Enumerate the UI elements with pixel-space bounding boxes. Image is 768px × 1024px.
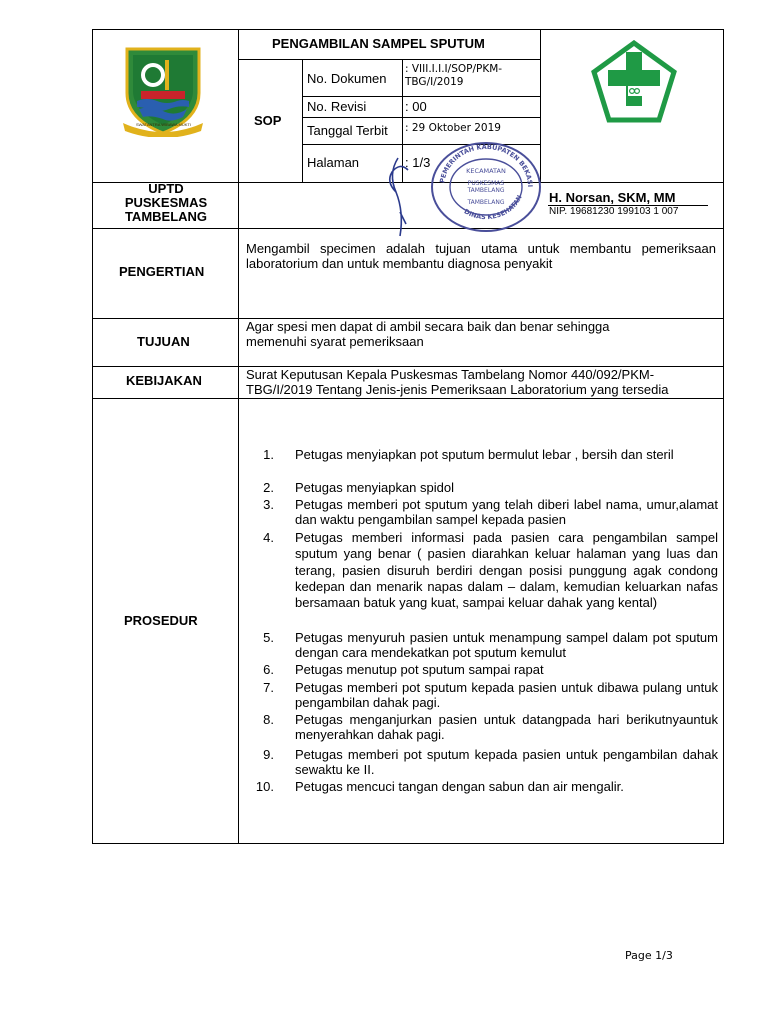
- list-item: 1. Petugas menyiapkan pot sputum bermulut lebar , bersih dan steril: [263, 447, 674, 462]
- document-title: PENGAMBILAN SAMPEL SPUTUM: [272, 36, 485, 51]
- pengertian-label: PENGERTIAN: [119, 264, 205, 279]
- list-item: 5. Petugas menyuruh pasien untuk menampung sampel dalam pot sputum dengan cara mendekatkan pot sputum kemulut: [263, 630, 718, 660]
- prosedur-label: PROSEDUR: [124, 613, 198, 628]
- official-stamp: [428, 140, 544, 234]
- stamp-line-4: TAMBELANG: [467, 199, 505, 206]
- pengertian-text: Mengambil specimen adalah tujuan utama untuk membantu pemeriksaan laboratorium dan untuk membantu diagnosa penyakit: [246, 241, 716, 271]
- field-label-tanggal-terbit: Tanggal Terbit: [307, 123, 388, 138]
- field-value-tanggal-terbit: : 29 Oktober 2019: [405, 122, 501, 134]
- sop-label: SOP: [254, 113, 282, 128]
- crest-motto: SWATANTRA WIBAWA MUKTI: [136, 122, 191, 127]
- tujuan-text: Agar spesi men dapat di ambil secara baik dan benar sehingga memenuhi syarat pemeriksaan: [246, 319, 610, 349]
- kebijakan-label: KEBIJAKAN: [126, 373, 202, 388]
- list-item: 6. Petugas menutup pot sputum sampai rapat: [263, 662, 544, 677]
- stamp-line-2: PUSKESMAS: [467, 180, 505, 187]
- field-value-no-dokumen: : VIII.I.I.I/SOP/PKM-TBG/I/2019: [405, 63, 503, 88]
- stamp-line-1: KECAMATAN: [466, 167, 506, 175]
- list-item: 7. Petugas memberi pot sputum kepada pasien untuk dibawa pulang untuk pengambilan dahak pagi.: [263, 680, 718, 710]
- signatory-nip: NIP. 19681230 199103 1 007: [549, 206, 679, 217]
- field-label-no-dokumen: No. Dokumen: [307, 71, 387, 86]
- list-item: 3. Petugas memberi pot sputum yang telah diberi label nama, umur,alamat dan waktu pengambilan sampel kepada pasien: [263, 497, 718, 527]
- field-label-no-revisi: No. Revisi: [307, 99, 367, 114]
- field-value-halaman: : 1/3: [405, 155, 431, 170]
- stamp-ring-top: PEMERINTAH KABUPATEN BEKASI: [438, 142, 535, 188]
- list-item: 10. Petugas mencuci tangan dengan sabun dan air mengalir.: [255, 779, 624, 794]
- org-name: UPTD PUSKESMAS TAMBELANG: [124, 181, 208, 224]
- signatory-name: H. Norsan, SKM, MM: [549, 190, 676, 205]
- field-value-no-revisi: : 00: [405, 99, 427, 114]
- field-label-halaman: Halaman: [307, 155, 360, 170]
- tujuan-label: TUJUAN: [137, 334, 190, 349]
- kebijakan-text: Surat Keputusan Kepala Puskesmas Tambelang Nomor 440/092/PKM-TBG/I/2019 Tentang Jenis-jenis Pemeriksaan Laboratorium yang tersedia: [246, 367, 669, 397]
- puskesmas-logo: [590, 40, 678, 124]
- list-item: 4. Petugas memberi informasi pada pasien cara pengambilan sampel sputum yang benar ( pasien diarahkan keluar halaman yang luas dan terang, pasien disuruh berdiri dengan posisi punggung agak condong kedepan dan menarik napas dalam – dalam, kemudian keluarkan nafas bersamaan batuk yang kuat, sampai keluar dahak yang kental): [263, 530, 718, 611]
- list-item: 2. Petugas menyiapkan spidol: [263, 480, 454, 495]
- stamp-line-3: TAMBELANG: [467, 187, 505, 194]
- svg-text:DINAS KESEHATAN: [463, 194, 524, 221]
- stamp-ring-bottom: DINAS KESEHATAN: [462, 193, 524, 222]
- list-item: 8. Petugas menganjurkan pasien untuk datangpada hari berikutnyauntuk menyerahkan dahak pagi.: [263, 712, 718, 742]
- signature-mark: [378, 152, 418, 238]
- list-item: 9. Petugas memberi pot sputum kepada pasien untuk pengambilan dahak sewaktu ke II.: [263, 747, 718, 777]
- page-number: Page 1/3: [625, 949, 673, 962]
